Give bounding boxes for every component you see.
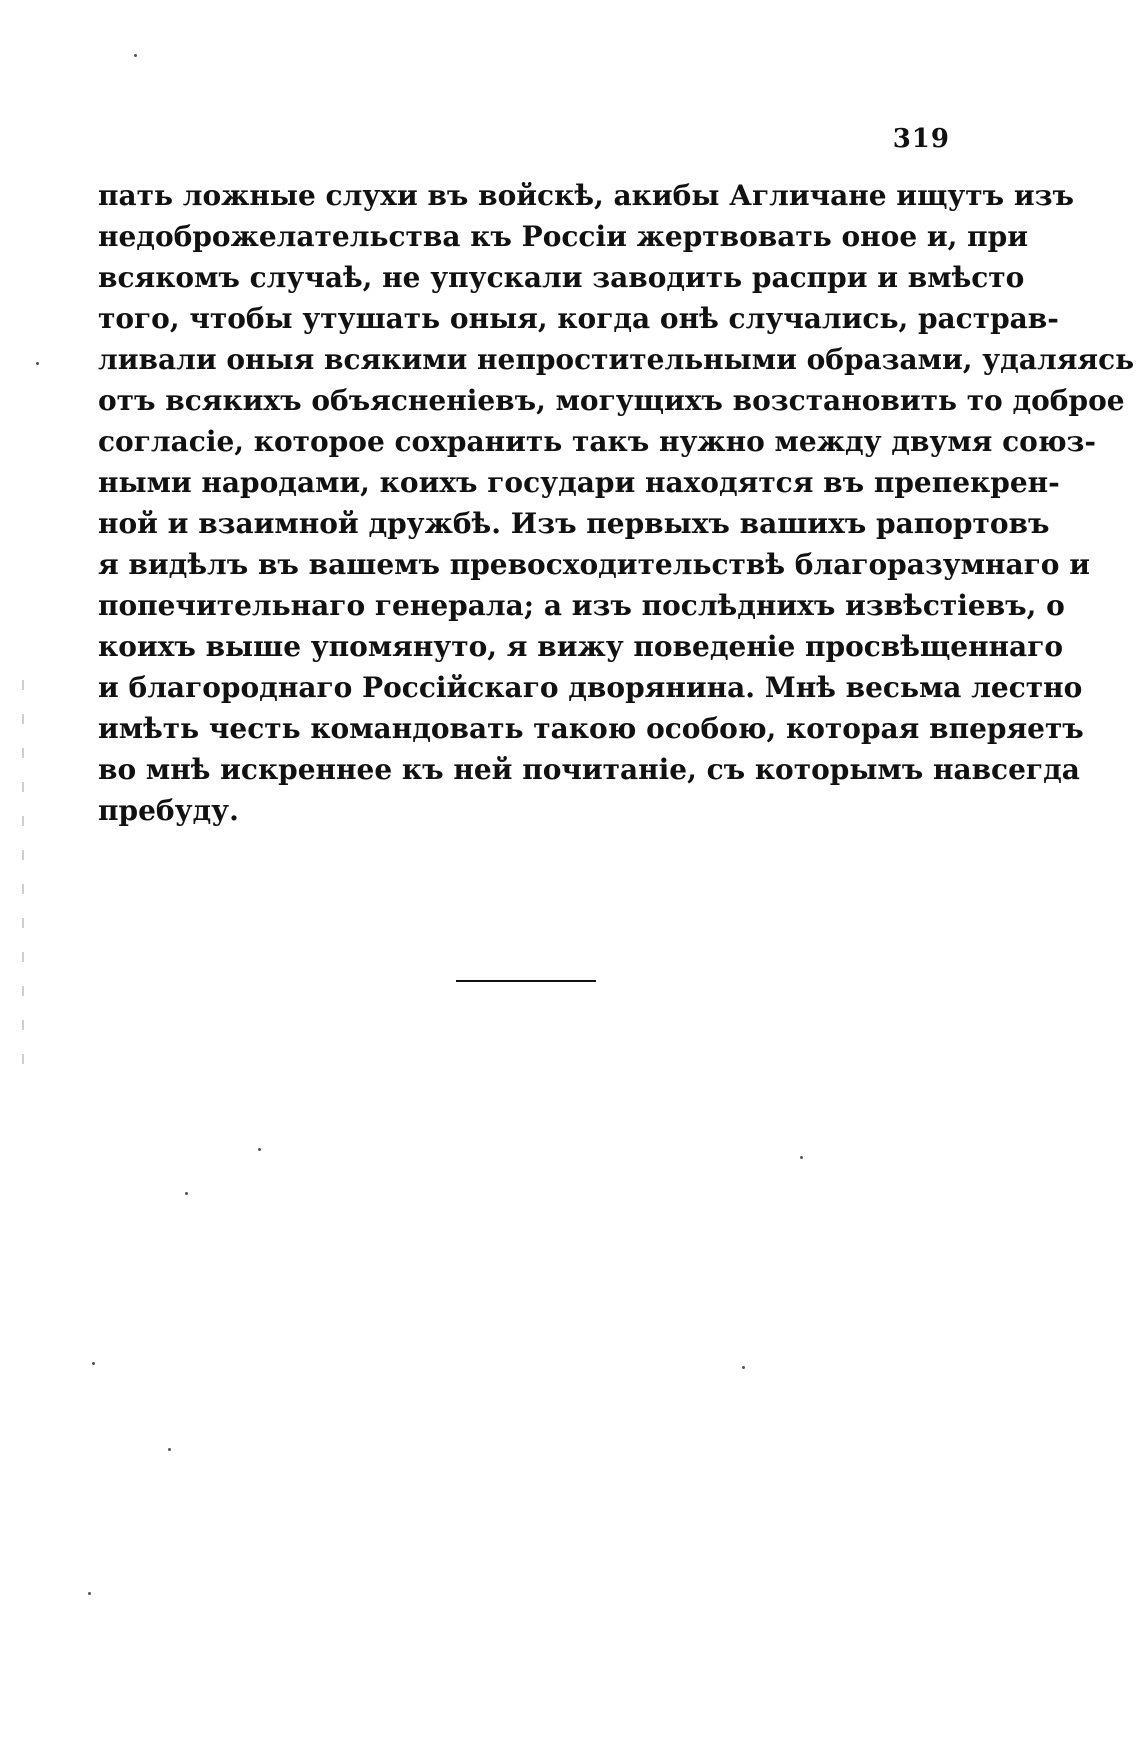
scan-speck: [92, 1362, 95, 1365]
text-line: ливали оныя всякими непростительными образами, удаляясь: [98, 343, 1135, 376]
scan-speck: [800, 1156, 803, 1159]
text-line: отъ всякихъ объясненіевъ, могущихъ возстановить то доброе: [98, 384, 1125, 417]
text-line: пать ложные слухи въ войскѣ, акибы Агличане ищутъ изъ: [98, 179, 1074, 212]
end-rule: [456, 980, 596, 982]
text-line: согласіе, которое сохранить такъ нужно между двумя союз-: [98, 425, 1097, 458]
text-line: ной и взаимной дружбѣ. Изъ первыхъ вашихъ рапортовъ: [98, 507, 1050, 540]
body-text: [98, 175, 1135, 831]
text-line: коихъ выше упомянуто, я вижу поведеніе просвѣщеннаго: [98, 630, 1064, 663]
text-line: недоброжелательства къ Россіи жертвовать оное и, при: [98, 220, 1028, 253]
text-line: я видѣлъ въ вашемъ превосходительствѣ благоразумнаго и: [98, 548, 1090, 581]
text-line: того, чтобы утушать оныя, когда онѣ случались, растрав-: [98, 302, 1059, 335]
text-line: и благороднаго Россійскаго дворянина. Мнѣ весьма лестно: [98, 671, 1083, 704]
scan-speck: [134, 54, 137, 57]
scan-speck: [258, 1148, 261, 1151]
text-line: всякомъ случаѣ, не упускали заводить распри и вмѣсто: [98, 261, 1025, 294]
text-line: ными народами, коихъ государи находятся въ препекрен-: [98, 466, 1060, 499]
scan-speck: [185, 1192, 188, 1195]
text-line-last: пребуду.: [98, 794, 239, 827]
page-number: 319: [892, 124, 950, 154]
scan-margin-marks: [22, 680, 24, 1080]
scan-speck: [168, 1448, 171, 1451]
text-line: попечительнаго генерала; а изъ послѣднихъ извѣстіевъ, о: [98, 589, 1065, 622]
text-line: во мнѣ искреннее къ ней почитаніе, съ которымъ навсегда: [98, 753, 1080, 786]
scan-speck: [88, 1592, 91, 1595]
text-line: имѣть честь командовать такою особою, которая вперяетъ: [98, 712, 1084, 745]
scan-speck: [742, 1366, 745, 1369]
scan-speck: [36, 362, 39, 365]
